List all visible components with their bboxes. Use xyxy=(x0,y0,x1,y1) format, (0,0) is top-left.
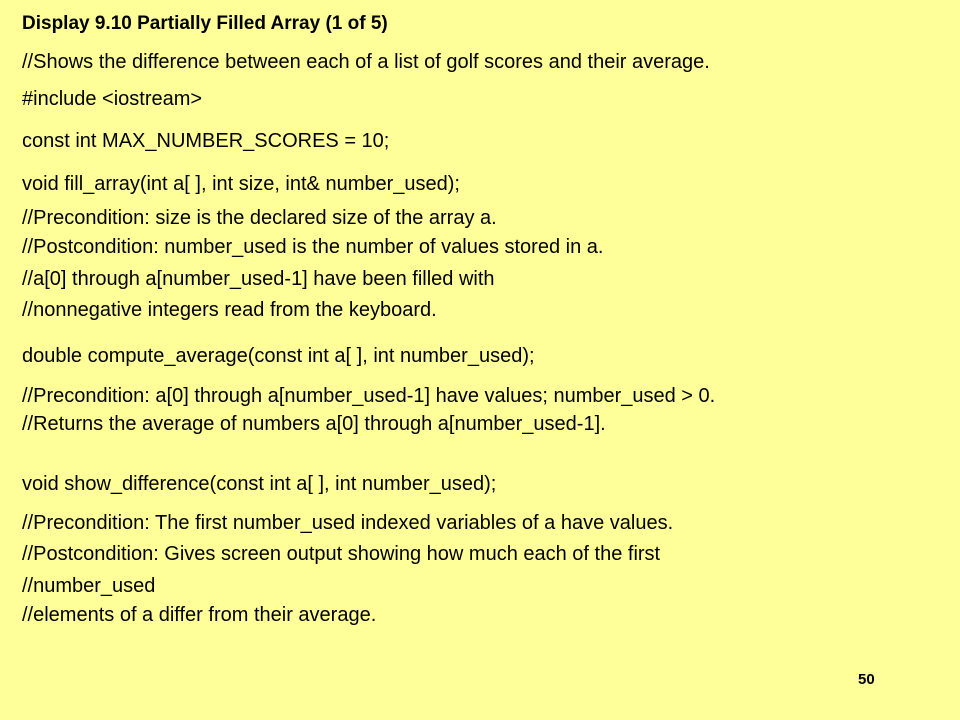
comment-line: //Returns the average of numbers a[0] through a[number_used-1]. xyxy=(22,413,606,435)
comment-line: //Precondition: a[0] through a[number_used-1] have values; number_used > 0. xyxy=(22,385,716,407)
comment-line: //number_used xyxy=(22,575,156,597)
comment-line: //Shows the difference between each of a list of golf scores and their average. xyxy=(22,51,710,73)
page-number: 50 xyxy=(858,671,875,688)
comment-line: //nonnegative integers read from the keyboard. xyxy=(22,299,437,321)
comment-line: //Precondition: size is the declared size of the array a. xyxy=(22,207,497,229)
function-declaration-line: void fill_array(int a[ ], int size, int& number_used); xyxy=(22,173,460,195)
comment-line: //Postcondition: Gives screen output showing how much each of the first xyxy=(22,543,661,565)
comment-line: //elements of a differ from their average. xyxy=(22,604,377,626)
const-declaration-line: const int MAX_NUMBER_SCORES = 10; xyxy=(22,130,390,152)
include-line: #include <iostream> xyxy=(22,88,203,110)
function-declaration-line: double compute_average(const int a[ ], int number_used); xyxy=(22,345,535,367)
slide-title: Display 9.10 Partially Filled Array (1 of 5) xyxy=(22,13,388,34)
function-declaration-line: void show_difference(const int a[ ], int number_used); xyxy=(22,473,497,495)
comment-line: //a[0] through a[number_used-1] have been filled with xyxy=(22,268,495,290)
comment-line: //Postcondition: number_used is the number of values stored in a. xyxy=(22,236,604,258)
comment-line: //Precondition: The first number_used indexed variables of a have values. xyxy=(22,512,674,534)
